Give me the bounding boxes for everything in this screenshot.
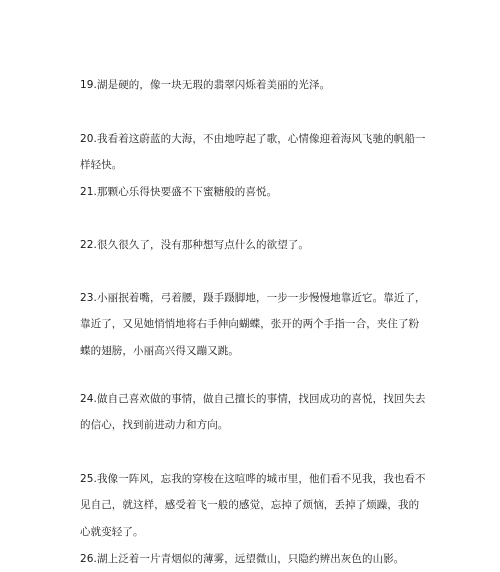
paragraph-19: 19.湖是硬的，像一块无瑕的翡翠闪烁着美丽的光泽。 bbox=[80, 72, 428, 99]
paragraph-25: 25.我像一阵风，忘我的穿梭在这喧哗的城市里，他们看不见我，我也看不见自己，就这样，感受着飞一般的感觉，忘掉了烦恼，丢掉了烦躁，我的心就变轻了。 bbox=[80, 466, 428, 546]
paragraph-24: 24.做自己喜欢做的事情，做自己擅长的事情，找回成功的喜悦，找回失去的信心，找到前进动力和方向。 bbox=[80, 386, 428, 439]
paragraph-26: 26.湖上泛着一片青烟似的薄雾，远望微山，只隐约辨出灰色的山影。 bbox=[80, 546, 428, 572]
paragraph-20: 20.我看着这蔚蓝的大海，不由地哼起了歌，心情像迎着海风飞驰的帆船一样轻快。 bbox=[80, 126, 428, 179]
paragraph-22: 22.很久很久了，没有那种想写点什么的欲望了。 bbox=[80, 232, 428, 259]
paragraph-23: 23.小丽抿着嘴，弓着腰，蹑手蹑脚地，一步一步慢慢地靠近它。靠近了，靠近了，又见她悄悄地将右手伸向蝴蝶，张开的两个手指一合，夹住了粉蝶的翅膀，小丽高兴得又蹦又跳。 bbox=[80, 285, 428, 365]
paragraph-21: 21.那颗心乐得快要盛不下蜜糖般的喜悦。 bbox=[80, 179, 428, 206]
